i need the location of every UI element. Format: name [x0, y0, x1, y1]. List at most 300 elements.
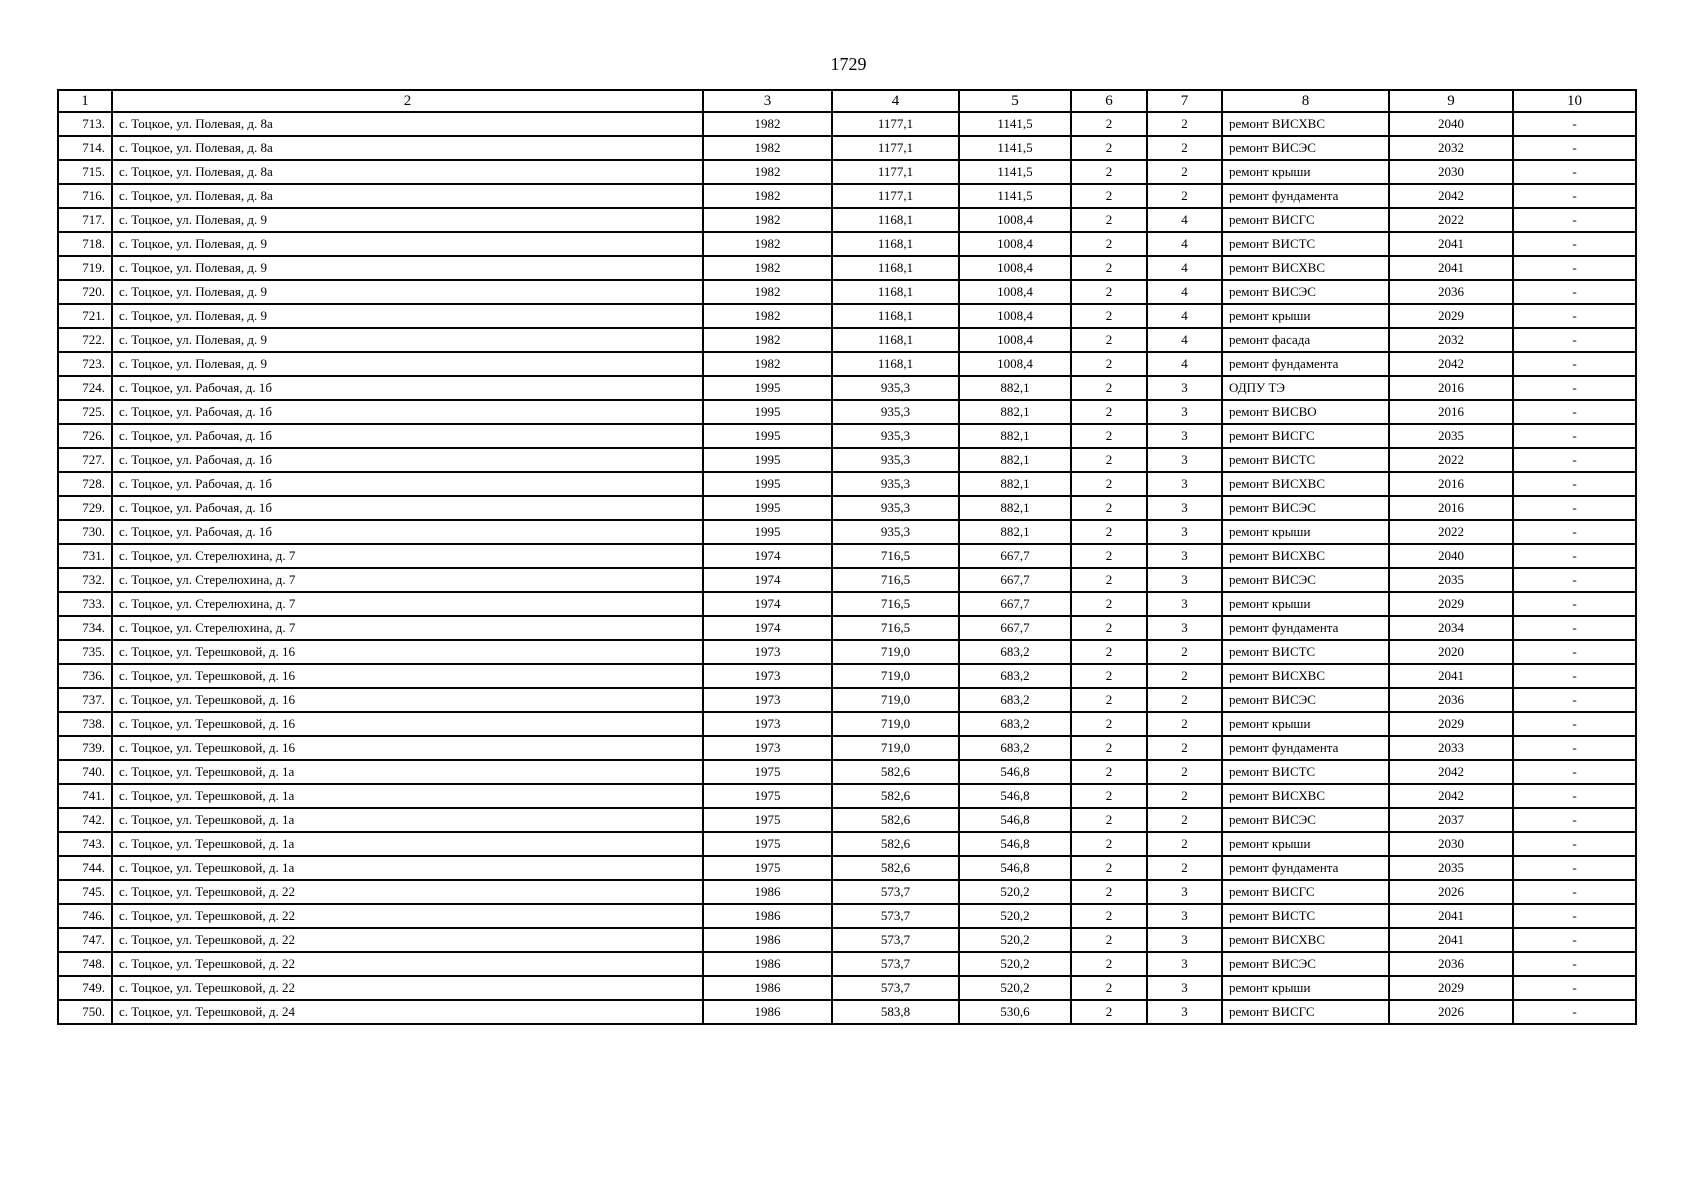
note-cell: -: [1513, 496, 1636, 520]
entrances-cell: 2: [1147, 760, 1222, 784]
area-living-cell: 882,1: [959, 424, 1071, 448]
table-row: [58, 232, 1636, 256]
work-type-cell: ремонт фасада: [1222, 328, 1389, 352]
area-total-cell: 719,0: [832, 640, 959, 664]
year-cell: 1986: [703, 1000, 832, 1024]
address-cell: с. Тоцкое, ул. Рабочая, д. 1б: [112, 496, 703, 520]
note-cell: -: [1513, 304, 1636, 328]
area-total-cell: 1177,1: [832, 184, 959, 208]
table-row: [58, 712, 1636, 736]
note-cell: -: [1513, 448, 1636, 472]
floors-cell: 2: [1071, 736, 1147, 760]
work-type-cell: ремонт ВИСЭС: [1222, 280, 1389, 304]
floors-cell: 2: [1071, 784, 1147, 808]
entrances-cell: 4: [1147, 280, 1222, 304]
address-cell: с. Тоцкое, ул. Рабочая, д. 1б: [112, 448, 703, 472]
note-cell: -: [1513, 472, 1636, 496]
work-type-cell: ремонт ВИСХВС: [1222, 664, 1389, 688]
entrances-cell: 3: [1147, 952, 1222, 976]
planned-year-cell: 2036: [1389, 688, 1513, 712]
register-table: [57, 89, 1637, 1025]
year-cell: 1982: [703, 160, 832, 184]
address-cell: с. Тоцкое, ул. Терешковой, д. 24: [112, 1000, 703, 1024]
row-number-cell: 719.: [58, 256, 112, 280]
area-total-cell: 935,3: [832, 376, 959, 400]
row-number-cell: 720.: [58, 280, 112, 304]
area-total-cell: 573,7: [832, 904, 959, 928]
address-cell: с. Тоцкое, ул. Терешковой, д. 16: [112, 736, 703, 760]
entrances-cell: 4: [1147, 208, 1222, 232]
table-row: [58, 736, 1636, 760]
row-number-cell: 745.: [58, 880, 112, 904]
table-body: [58, 112, 1636, 1024]
table-row: [58, 688, 1636, 712]
work-type-cell: ремонт ВИСВО: [1222, 400, 1389, 424]
address-cell: с. Тоцкое, ул. Стерелюхина, д. 7: [112, 544, 703, 568]
area-total-cell: 582,6: [832, 832, 959, 856]
column-header: 5: [959, 90, 1071, 112]
floors-cell: 2: [1071, 424, 1147, 448]
address-cell: с. Тоцкое, ул. Терешковой, д. 22: [112, 928, 703, 952]
area-total-cell: 1168,1: [832, 232, 959, 256]
year-cell: 1982: [703, 256, 832, 280]
work-type-cell: ремонт ВИСЭС: [1222, 136, 1389, 160]
area-living-cell: 546,8: [959, 832, 1071, 856]
table-row: [58, 592, 1636, 616]
note-cell: -: [1513, 928, 1636, 952]
table-row: [58, 184, 1636, 208]
entrances-cell: 3: [1147, 400, 1222, 424]
row-number-cell: 740.: [58, 760, 112, 784]
note-cell: -: [1513, 688, 1636, 712]
work-type-cell: ремонт ВИСГС: [1222, 424, 1389, 448]
year-cell: 1982: [703, 184, 832, 208]
address-cell: с. Тоцкое, ул. Терешковой, д. 16: [112, 664, 703, 688]
table-row: [58, 328, 1636, 352]
work-type-cell: ремонт ВИСТС: [1222, 448, 1389, 472]
year-cell: 1995: [703, 376, 832, 400]
table-row: [58, 616, 1636, 640]
area-total-cell: 582,6: [832, 808, 959, 832]
note-cell: -: [1513, 736, 1636, 760]
planned-year-cell: 2029: [1389, 712, 1513, 736]
planned-year-cell: 2022: [1389, 520, 1513, 544]
table-row: [58, 928, 1636, 952]
row-number-cell: 736.: [58, 664, 112, 688]
floors-cell: 2: [1071, 928, 1147, 952]
table-row: [58, 256, 1636, 280]
planned-year-cell: 2022: [1389, 208, 1513, 232]
table-row: [58, 880, 1636, 904]
address-cell: с. Тоцкое, ул. Рабочая, д. 1б: [112, 472, 703, 496]
year-cell: 1982: [703, 112, 832, 136]
table-row: [58, 376, 1636, 400]
row-number-cell: 743.: [58, 832, 112, 856]
area-total-cell: 582,6: [832, 856, 959, 880]
year-cell: 1995: [703, 448, 832, 472]
note-cell: -: [1513, 616, 1636, 640]
planned-year-cell: 2016: [1389, 376, 1513, 400]
area-living-cell: 1008,4: [959, 232, 1071, 256]
table-row: [58, 520, 1636, 544]
address-cell: с. Тоцкое, ул. Полевая, д. 8а: [112, 160, 703, 184]
area-total-cell: 1168,1: [832, 328, 959, 352]
column-header: 2: [112, 90, 703, 112]
address-cell: с. Тоцкое, ул. Терешковой, д. 1а: [112, 808, 703, 832]
address-cell: с. Тоцкое, ул. Полевая, д. 9: [112, 232, 703, 256]
work-type-cell: ремонт фундамента: [1222, 184, 1389, 208]
address-cell: с. Тоцкое, ул. Рабочая, д. 1б: [112, 400, 703, 424]
note-cell: -: [1513, 232, 1636, 256]
planned-year-cell: 2042: [1389, 352, 1513, 376]
note-cell: -: [1513, 376, 1636, 400]
planned-year-cell: 2037: [1389, 808, 1513, 832]
year-cell: 1986: [703, 976, 832, 1000]
entrances-cell: 3: [1147, 424, 1222, 448]
area-living-cell: 683,2: [959, 640, 1071, 664]
address-cell: с. Тоцкое, ул. Полевая, д. 9: [112, 208, 703, 232]
column-header: 4: [832, 90, 959, 112]
floors-cell: 2: [1071, 808, 1147, 832]
floors-cell: 2: [1071, 832, 1147, 856]
area-total-cell: 582,6: [832, 784, 959, 808]
note-cell: -: [1513, 760, 1636, 784]
floors-cell: 2: [1071, 880, 1147, 904]
row-number-cell: 716.: [58, 184, 112, 208]
entrances-cell: 3: [1147, 1000, 1222, 1024]
note-cell: -: [1513, 664, 1636, 688]
year-cell: 1982: [703, 208, 832, 232]
entrances-cell: 2: [1147, 640, 1222, 664]
work-type-cell: ремонт ВИСЭС: [1222, 496, 1389, 520]
planned-year-cell: 2034: [1389, 616, 1513, 640]
area-living-cell: 1141,5: [959, 160, 1071, 184]
year-cell: 1973: [703, 688, 832, 712]
floors-cell: 2: [1071, 328, 1147, 352]
area-total-cell: 935,3: [832, 424, 959, 448]
row-number-cell: 732.: [58, 568, 112, 592]
floors-cell: 2: [1071, 280, 1147, 304]
note-cell: -: [1513, 400, 1636, 424]
address-cell: с. Тоцкое, ул. Рабочая, д. 1б: [112, 376, 703, 400]
area-living-cell: 667,7: [959, 592, 1071, 616]
planned-year-cell: 2032: [1389, 136, 1513, 160]
floors-cell: 2: [1071, 688, 1147, 712]
entrances-cell: 2: [1147, 736, 1222, 760]
planned-year-cell: 2041: [1389, 928, 1513, 952]
work-type-cell: ремонт ВИСХВС: [1222, 784, 1389, 808]
year-cell: 1986: [703, 928, 832, 952]
address-cell: с. Тоцкое, ул. Полевая, д. 8а: [112, 184, 703, 208]
floors-cell: 2: [1071, 352, 1147, 376]
entrances-cell: 3: [1147, 616, 1222, 640]
planned-year-cell: 2035: [1389, 856, 1513, 880]
floors-cell: 2: [1071, 232, 1147, 256]
area-total-cell: 935,3: [832, 472, 959, 496]
floors-cell: 2: [1071, 376, 1147, 400]
floors-cell: 2: [1071, 616, 1147, 640]
column-header: 9: [1389, 90, 1513, 112]
planned-year-cell: 2035: [1389, 568, 1513, 592]
planned-year-cell: 2042: [1389, 760, 1513, 784]
floors-cell: 2: [1071, 160, 1147, 184]
floors-cell: 2: [1071, 904, 1147, 928]
area-living-cell: 1008,4: [959, 208, 1071, 232]
area-total-cell: 1177,1: [832, 112, 959, 136]
address-cell: с. Тоцкое, ул. Полевая, д. 9: [112, 304, 703, 328]
address-cell: с. Тоцкое, ул. Терешковой, д. 16: [112, 688, 703, 712]
table-row: [58, 352, 1636, 376]
row-number-cell: 750.: [58, 1000, 112, 1024]
area-total-cell: 719,0: [832, 736, 959, 760]
work-type-cell: ремонт ВИСХВС: [1222, 472, 1389, 496]
area-total-cell: 719,0: [832, 712, 959, 736]
table-row: [58, 496, 1636, 520]
work-type-cell: ремонт ВИСХВС: [1222, 928, 1389, 952]
area-total-cell: 716,5: [832, 616, 959, 640]
note-cell: -: [1513, 640, 1636, 664]
work-type-cell: ремонт крыши: [1222, 304, 1389, 328]
note-cell: -: [1513, 160, 1636, 184]
note-cell: -: [1513, 208, 1636, 232]
planned-year-cell: 2041: [1389, 904, 1513, 928]
table-row: [58, 856, 1636, 880]
note-cell: -: [1513, 952, 1636, 976]
entrances-cell: 3: [1147, 376, 1222, 400]
table-row: [58, 472, 1636, 496]
work-type-cell: ремонт фундамента: [1222, 616, 1389, 640]
entrances-cell: 3: [1147, 520, 1222, 544]
note-cell: -: [1513, 256, 1636, 280]
area-total-cell: 573,7: [832, 880, 959, 904]
column-header: 10: [1513, 90, 1636, 112]
work-type-cell: ремонт ВИСТС: [1222, 640, 1389, 664]
column-header: 6: [1071, 90, 1147, 112]
year-cell: 1975: [703, 760, 832, 784]
area-living-cell: 683,2: [959, 664, 1071, 688]
row-number-cell: 717.: [58, 208, 112, 232]
floors-cell: 2: [1071, 760, 1147, 784]
entrances-cell: 3: [1147, 544, 1222, 568]
area-living-cell: 882,1: [959, 472, 1071, 496]
row-number-cell: 730.: [58, 520, 112, 544]
row-number-cell: 747.: [58, 928, 112, 952]
address-cell: с. Тоцкое, ул. Терешковой, д. 22: [112, 976, 703, 1000]
work-type-cell: ремонт ВИСЭС: [1222, 688, 1389, 712]
work-type-cell: ремонт крыши: [1222, 832, 1389, 856]
floors-cell: 2: [1071, 112, 1147, 136]
planned-year-cell: 2026: [1389, 1000, 1513, 1024]
work-type-cell: ремонт ВИСТС: [1222, 904, 1389, 928]
work-type-cell: ремонт крыши: [1222, 160, 1389, 184]
planned-year-cell: 2030: [1389, 832, 1513, 856]
note-cell: -: [1513, 832, 1636, 856]
floors-cell: 2: [1071, 496, 1147, 520]
row-number-cell: 741.: [58, 784, 112, 808]
address-cell: с. Тоцкое, ул. Терешковой, д. 1а: [112, 856, 703, 880]
table-row: [58, 808, 1636, 832]
floors-cell: 2: [1071, 472, 1147, 496]
note-cell: -: [1513, 880, 1636, 904]
note-cell: -: [1513, 352, 1636, 376]
planned-year-cell: 2033: [1389, 736, 1513, 760]
address-cell: с. Тоцкое, ул. Терешковой, д. 22: [112, 952, 703, 976]
work-type-cell: ремонт ВИСГС: [1222, 1000, 1389, 1024]
work-type-cell: ремонт ВИСХВС: [1222, 112, 1389, 136]
area-total-cell: 582,6: [832, 760, 959, 784]
work-type-cell: ремонт крыши: [1222, 592, 1389, 616]
work-type-cell: ремонт ВИСТС: [1222, 760, 1389, 784]
area-living-cell: 1008,4: [959, 304, 1071, 328]
work-type-cell: ремонт фундамента: [1222, 856, 1389, 880]
area-living-cell: 882,1: [959, 376, 1071, 400]
entrances-cell: 2: [1147, 184, 1222, 208]
year-cell: 1986: [703, 880, 832, 904]
entrances-cell: 2: [1147, 112, 1222, 136]
area-living-cell: 1008,4: [959, 256, 1071, 280]
address-cell: с. Тоцкое, ул. Терешковой, д. 22: [112, 904, 703, 928]
entrances-cell: 2: [1147, 136, 1222, 160]
area-total-cell: 1168,1: [832, 208, 959, 232]
planned-year-cell: 2020: [1389, 640, 1513, 664]
table-row: [58, 304, 1636, 328]
floors-cell: 2: [1071, 520, 1147, 544]
planned-year-cell: 2016: [1389, 472, 1513, 496]
year-cell: 1986: [703, 904, 832, 928]
planned-year-cell: 2022: [1389, 448, 1513, 472]
floors-cell: 2: [1071, 1000, 1147, 1024]
row-number-cell: 725.: [58, 400, 112, 424]
table-row: [58, 640, 1636, 664]
year-cell: 1986: [703, 952, 832, 976]
row-number-cell: 715.: [58, 160, 112, 184]
area-total-cell: 716,5: [832, 568, 959, 592]
entrances-cell: 4: [1147, 328, 1222, 352]
year-cell: 1995: [703, 472, 832, 496]
note-cell: -: [1513, 328, 1636, 352]
note-cell: -: [1513, 1000, 1636, 1024]
area-living-cell: 546,8: [959, 856, 1071, 880]
table-row: [58, 1000, 1636, 1024]
page-number: 1729: [830, 54, 867, 74]
area-total-cell: 583,8: [832, 1000, 959, 1024]
table-row: [58, 424, 1636, 448]
table-row: [58, 544, 1636, 568]
year-cell: 1982: [703, 232, 832, 256]
area-total-cell: 1168,1: [832, 304, 959, 328]
row-number-cell: 714.: [58, 136, 112, 160]
table-row: [58, 400, 1636, 424]
floors-cell: 2: [1071, 952, 1147, 976]
planned-year-cell: 2041: [1389, 232, 1513, 256]
planned-year-cell: 2026: [1389, 880, 1513, 904]
address-cell: с. Тоцкое, ул. Терешковой, д. 1а: [112, 760, 703, 784]
planned-year-cell: 2029: [1389, 304, 1513, 328]
row-number-cell: 748.: [58, 952, 112, 976]
area-total-cell: 935,3: [832, 496, 959, 520]
entrances-cell: 3: [1147, 880, 1222, 904]
area-living-cell: 882,1: [959, 520, 1071, 544]
year-cell: 1973: [703, 640, 832, 664]
work-type-cell: ремонт ВИСГС: [1222, 880, 1389, 904]
floors-cell: 2: [1071, 856, 1147, 880]
row-number-cell: 724.: [58, 376, 112, 400]
table-row: [58, 568, 1636, 592]
row-number-cell: 746.: [58, 904, 112, 928]
area-living-cell: 546,8: [959, 760, 1071, 784]
address-cell: с. Тоцкое, ул. Терешковой, д. 1а: [112, 784, 703, 808]
address-cell: с. Тоцкое, ул. Полевая, д. 8а: [112, 112, 703, 136]
table-row: [58, 136, 1636, 160]
area-total-cell: 719,0: [832, 664, 959, 688]
work-type-cell: ремонт ВИСГС: [1222, 208, 1389, 232]
floors-cell: 2: [1071, 640, 1147, 664]
address-cell: с. Тоцкое, ул. Рабочая, д. 1б: [112, 424, 703, 448]
entrances-cell: 3: [1147, 976, 1222, 1000]
area-living-cell: 683,2: [959, 736, 1071, 760]
year-cell: 1995: [703, 424, 832, 448]
work-type-cell: ОДПУ ТЭ: [1222, 376, 1389, 400]
row-number-cell: 733.: [58, 592, 112, 616]
year-cell: 1975: [703, 856, 832, 880]
area-living-cell: 882,1: [959, 448, 1071, 472]
year-cell: 1995: [703, 400, 832, 424]
work-type-cell: ремонт ВИСХВС: [1222, 256, 1389, 280]
row-number-cell: 728.: [58, 472, 112, 496]
column-header: 1: [58, 90, 112, 112]
area-total-cell: 573,7: [832, 952, 959, 976]
row-number-cell: 734.: [58, 616, 112, 640]
planned-year-cell: 2040: [1389, 544, 1513, 568]
address-cell: с. Тоцкое, ул. Полевая, д. 9: [112, 256, 703, 280]
floors-cell: 2: [1071, 136, 1147, 160]
year-cell: 1982: [703, 328, 832, 352]
address-cell: с. Тоцкое, ул. Рабочая, д. 1б: [112, 520, 703, 544]
year-cell: 1974: [703, 616, 832, 640]
note-cell: -: [1513, 520, 1636, 544]
note-cell: -: [1513, 904, 1636, 928]
table-row: [58, 664, 1636, 688]
work-type-cell: ремонт ВИСЭС: [1222, 568, 1389, 592]
column-header: 7: [1147, 90, 1222, 112]
area-living-cell: 520,2: [959, 976, 1071, 1000]
table-row: [58, 832, 1636, 856]
planned-year-cell: 2036: [1389, 952, 1513, 976]
entrances-cell: 2: [1147, 688, 1222, 712]
area-total-cell: 573,7: [832, 976, 959, 1000]
work-type-cell: ремонт крыши: [1222, 976, 1389, 1000]
area-living-cell: 520,2: [959, 928, 1071, 952]
row-number-cell: 722.: [58, 328, 112, 352]
entrances-cell: 3: [1147, 472, 1222, 496]
work-type-cell: ремонт ВИСЭС: [1222, 808, 1389, 832]
note-cell: -: [1513, 568, 1636, 592]
area-living-cell: 882,1: [959, 496, 1071, 520]
area-living-cell: 546,8: [959, 808, 1071, 832]
row-number-cell: 739.: [58, 736, 112, 760]
table-row: [58, 448, 1636, 472]
area-living-cell: 546,8: [959, 784, 1071, 808]
planned-year-cell: 2041: [1389, 256, 1513, 280]
note-cell: -: [1513, 544, 1636, 568]
area-total-cell: 1177,1: [832, 136, 959, 160]
address-cell: с. Тоцкое, ул. Терешковой, д. 1а: [112, 832, 703, 856]
table-row: [58, 760, 1636, 784]
work-type-cell: ремонт крыши: [1222, 712, 1389, 736]
note-cell: -: [1513, 424, 1636, 448]
entrances-cell: 3: [1147, 592, 1222, 616]
row-number-cell: 735.: [58, 640, 112, 664]
